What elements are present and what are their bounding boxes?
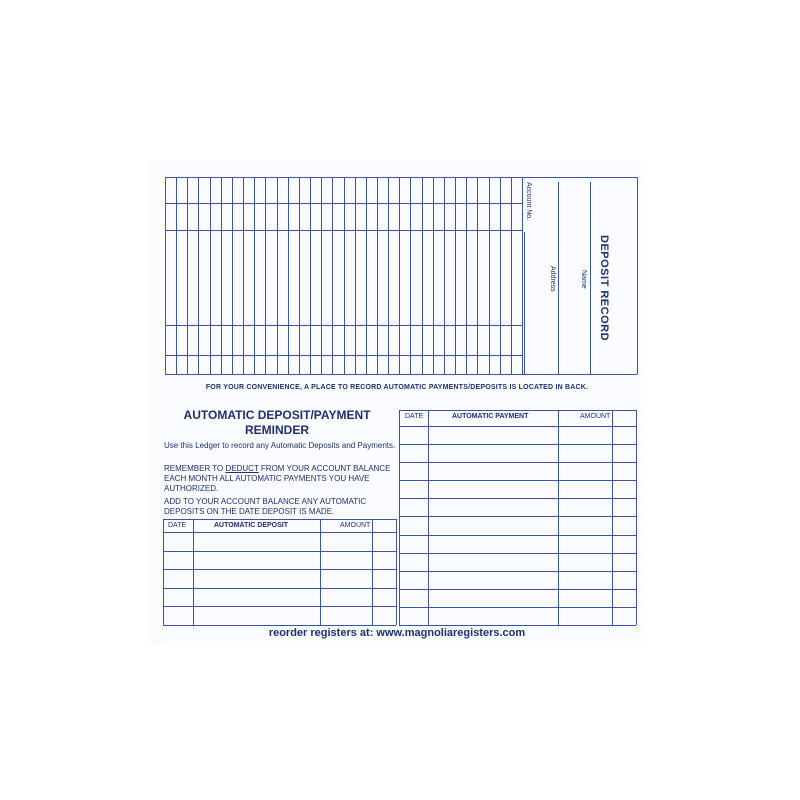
table-border-right: [396, 519, 397, 625]
grid-column-line: [176, 177, 177, 374]
grid-column-line: [511, 177, 512, 374]
deposit-amount-header: AMOUNT: [340, 522, 371, 529]
table-column-line: [372, 519, 373, 625]
grid-column-line: [310, 177, 311, 374]
table-row-line: [399, 607, 636, 608]
grid-column-line: [477, 177, 478, 374]
deposit-record-title: DEPOSIT RECORD: [598, 235, 610, 342]
grid-column-line: [433, 177, 434, 374]
grid-border-right: [637, 177, 638, 374]
grid-column-line: [377, 177, 378, 374]
table-column-line: [428, 410, 429, 625]
convenience-note: FOR YOUR CONVENIENCE, A PLACE TO RECORD AUTOMATIC PAYMENTS/DEPOSITS IS LOCATED IN BACK.: [205, 384, 589, 391]
reminder-title-line2: REMINDER: [244, 423, 309, 437]
grid-border-bottom: [165, 374, 637, 375]
grid-column-line: [321, 177, 322, 374]
grid-column-line: [210, 177, 211, 374]
grid-column-line: [299, 177, 300, 374]
table-header-line: [163, 532, 396, 533]
reminder-para-2: [164, 464, 396, 494]
table-row-line: [163, 551, 396, 552]
table-header-line: [399, 426, 636, 427]
table-border-bottom: [163, 625, 396, 626]
payment-amount-header: AMOUNT: [580, 413, 611, 420]
account-no-line: [524, 232, 525, 374]
grid-column-line: [243, 177, 244, 374]
table-border-top: [399, 410, 636, 411]
grid-column-line: [288, 177, 289, 374]
table-column-line: [193, 519, 194, 625]
grid-column-line: [444, 177, 445, 374]
deposit-record-page: [150, 160, 644, 405]
grid-column-line: [500, 177, 501, 374]
table-column-line: [320, 519, 321, 625]
account-no-label: Account No.: [525, 182, 532, 221]
table-row-line: [399, 571, 636, 572]
table-border-right: [636, 410, 637, 625]
table-row-line: [163, 569, 396, 570]
grid-border-left: [165, 177, 166, 374]
table-column-line: [558, 410, 559, 625]
reminder-title-line1: AUTOMATIC DEPOSIT/PAYMENT: [183, 408, 371, 422]
table-row-line: [163, 606, 396, 607]
payment-date-header: DATE: [405, 413, 424, 420]
table-row-line: [399, 535, 636, 536]
grid-column-line: [198, 177, 199, 374]
grid-column-line: [366, 177, 367, 374]
para2-after: FROM YOUR ACCOUNT BALANCE EACH MONTH ALL AUTOMATIC PAYMENTS YOU HAVE AUTHORIZED.: [164, 464, 391, 493]
grid-column-line: [344, 177, 345, 374]
grid-column-line: [332, 177, 333, 374]
name-label: Name: [580, 270, 587, 289]
table-border-bottom: [399, 625, 636, 626]
table-row-line: [399, 444, 636, 445]
grid-row-line: [165, 355, 522, 356]
deposit-date-header: DATE: [168, 522, 187, 529]
name-line: [590, 182, 591, 374]
grid-column-line: [232, 177, 233, 374]
table-column-line: [612, 410, 613, 625]
grid-column-line: [388, 177, 389, 374]
grid-column-line: [254, 177, 255, 374]
grid-column-line: [221, 177, 222, 374]
table-border-top: [163, 519, 396, 520]
table-row-line: [399, 480, 636, 481]
table-row-line: [163, 588, 396, 589]
grid-column-line: [489, 177, 490, 374]
address-line: [558, 182, 559, 374]
table-row-line: [399, 589, 636, 590]
address-label: Address: [549, 266, 556, 292]
table-row-line: [399, 553, 636, 554]
grid-column-line: [399, 177, 400, 374]
grid-column-line: [455, 177, 456, 374]
table-row-line: [399, 462, 636, 463]
reminder-para-3: ADD TO YOUR ACCOUNT BALANCE ANY AUTOMATIC DEPOSITS ON THE DATE DEPOSIT IS MADE.: [164, 497, 367, 516]
grid-column-line: [410, 177, 411, 374]
reminder-para-1: Use this Ledger to record any Automatic Deposits and Payments.: [164, 441, 396, 450]
deposit-item-header: AUTOMATIC DEPOSIT: [214, 522, 289, 529]
grid-border-top: [165, 177, 637, 178]
payment-item-header: AUTOMATIC PAYMENT: [452, 413, 529, 420]
deduct-emphasis: DEDUCT: [225, 464, 259, 473]
grid-column-line: [422, 177, 423, 374]
grid-row-line: [165, 203, 522, 204]
grid-row-line: [165, 230, 522, 231]
reorder-link[interactable]: reorder registers at: www.magnoliaregisters.com: [268, 627, 526, 639]
grid-column-line: [466, 177, 467, 374]
grid-column-line: [187, 177, 188, 374]
grid-column-line: [265, 177, 266, 374]
grid-row-line: [165, 325, 522, 326]
para2-before: REMEMBER TO: [164, 464, 226, 473]
table-row-line: [399, 498, 636, 499]
reminder-title: [162, 408, 392, 438]
grid-column-line: [277, 177, 278, 374]
table-border-left: [399, 410, 400, 625]
grid-column-line: [355, 177, 356, 374]
table-row-line: [399, 516, 636, 517]
grid-column-line: [522, 177, 523, 374]
table-border-left: [163, 519, 164, 625]
